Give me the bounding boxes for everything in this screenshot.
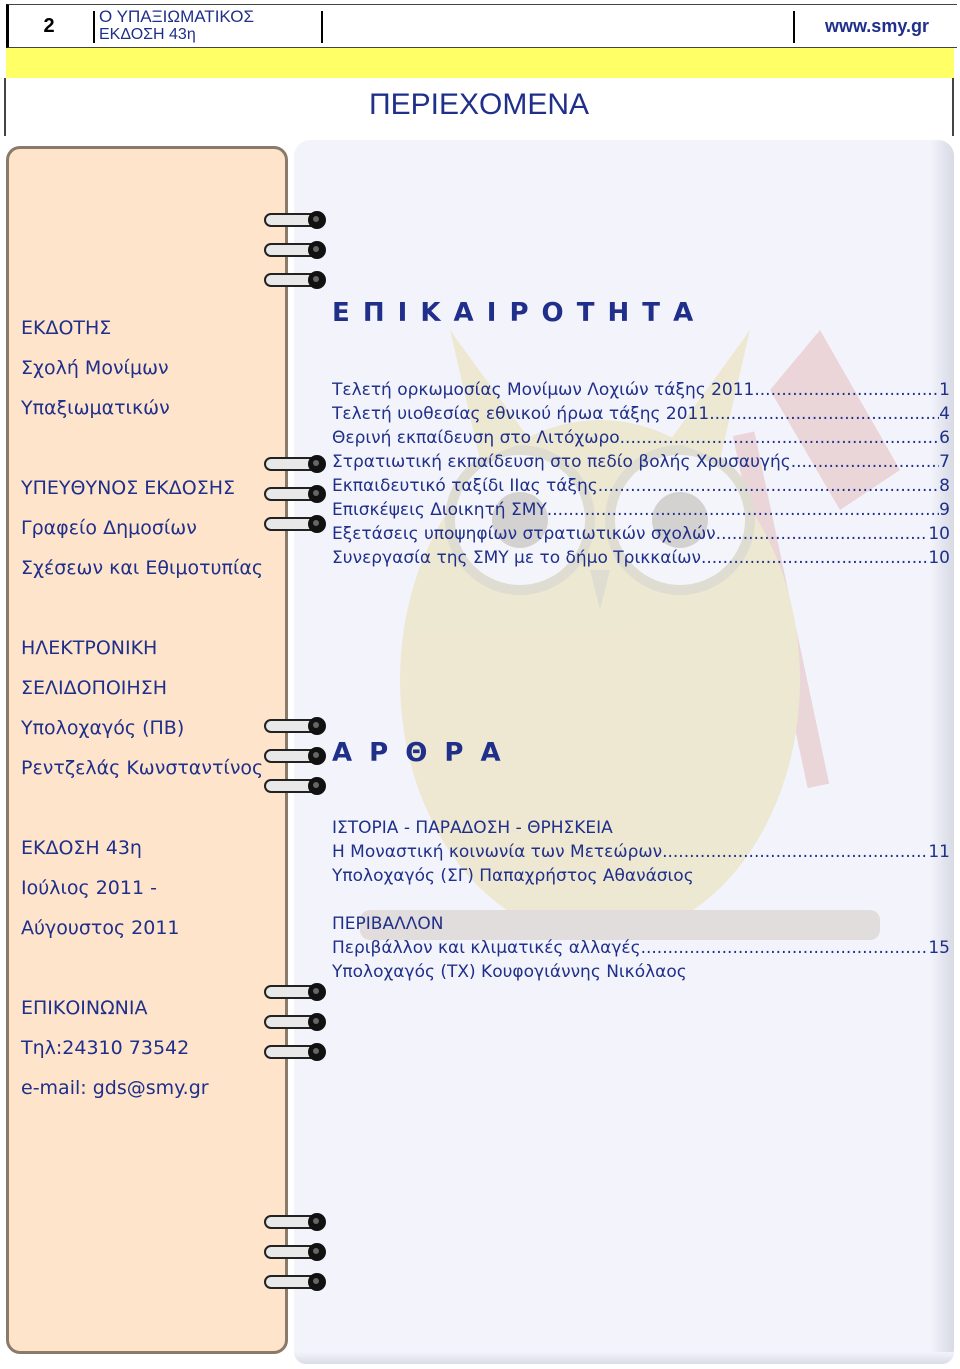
header-divider: [793, 11, 795, 43]
edition-line: Αύγουστος 2011: [21, 917, 180, 939]
spiral-ring-group: [262, 714, 328, 804]
edition-label: ΕΚΔΟΣΗ 43η: [21, 837, 142, 859]
spiral-ring-icon: [262, 1010, 328, 1034]
article-category: ΠΕΡΙΒΑΛΛΟΝ: [332, 914, 444, 934]
spiral-ring-icon: [262, 452, 328, 476]
toc-entry-page: 10: [928, 524, 950, 544]
page-header: [6, 4, 957, 48]
toc-entry[interactable]: [332, 474, 950, 498]
spiral-ring-group: [262, 980, 328, 1070]
toc-entry[interactable]: [332, 840, 950, 864]
panel-shadow: [294, 1352, 954, 1364]
edition-line: Ιούλιος 2011 -: [21, 877, 157, 899]
contact-phone: Τηλ:24310 73542: [21, 1037, 190, 1059]
layout-line: Ρεντζελάς Κωνσταντίνος: [21, 757, 264, 779]
toc-leader-dots: [754, 378, 939, 402]
current-affairs-list: [332, 378, 950, 570]
toc-entry-title: Συνεργασία της ΣΜΥ με το δήμο Τρικκαίων: [332, 548, 701, 568]
toc-entry-page: 15: [928, 938, 950, 958]
layout-label: ΗΛΕΚΤΡΟΝΙΚΗ: [21, 637, 158, 659]
toc-entry-title: Εξετάσεις υποψηφίων στρατιωτικών σχολών: [332, 524, 716, 544]
toc-entry-title: Τελετή υιοθεσίας εθνικού ήρωα τάξης 2011: [332, 404, 710, 424]
toc-entry-title: Περιβάλλον και κλιματικές αλλαγές: [332, 938, 641, 958]
spiral-ring-icon: [262, 774, 328, 798]
toc-leader-dots: [598, 474, 939, 498]
publisher-line: Σχολή Μονίμων: [21, 357, 169, 379]
publisher-label: ΕΚΔΟΤΗΣ: [21, 317, 112, 339]
toc-entry[interactable]: [332, 402, 950, 426]
contact-label: ΕΠΙΚΟΙΝΩΝΙΑ: [21, 997, 148, 1019]
sidebar: [6, 146, 288, 1354]
responsible-label: ΥΠΕΥΘΥΝΟΣ ΕΚΔΟΣΗΣ: [21, 477, 235, 499]
spiral-ring-icon: [262, 744, 328, 768]
toc-entry[interactable]: [332, 426, 950, 450]
publisher-line: Υπαξιωματικών: [21, 397, 170, 419]
toc-entry-page: 1: [939, 380, 950, 400]
spiral-ring-group: [262, 1210, 328, 1300]
spiral-ring-icon: [262, 714, 328, 738]
toc-entry-page: 8: [939, 476, 950, 496]
spiral-ring-icon: [262, 482, 328, 506]
toc-entry[interactable]: [332, 522, 950, 546]
spiral-ring-icon: [262, 1240, 328, 1264]
article-category: ΙΣΤΟΡΙΑ - ΠΑΡΑΔΟΣΗ - ΘΡΗΣΚΕΙΑ: [332, 818, 613, 838]
toc-entry-title: Εκπαιδευτικό ταξίδι ΙΙας τάξης: [332, 476, 598, 496]
toc-entry-title: Τελετή ορκωμοσίας Μονίμων Λοχιών τάξης 2011: [332, 380, 755, 400]
toc-entry-title: Θερινή εκπαίδευση στο Λιτόχωρο: [332, 428, 620, 448]
spiral-ring-icon: [262, 980, 328, 1004]
magazine-edition: ΕΚΔΟΣΗ 43η: [99, 26, 196, 43]
toc-leader-dots: [662, 840, 928, 864]
responsible-line: Σχέσεων και Εθιμοτυπίας: [21, 557, 264, 579]
website-link[interactable]: www.smy.gr: [824, 16, 929, 36]
article-author: Υπολοχαγός (ΤΧ) Κουφογιάννης Νικόλαος: [332, 962, 687, 982]
header-yellow-band: [6, 48, 954, 78]
toc-entry-page: 9: [939, 500, 950, 520]
spiral-ring-icon: [262, 1270, 328, 1294]
toc-leader-dots: [641, 936, 929, 960]
toc-leader-dots: [547, 498, 939, 522]
toc-entry[interactable]: [332, 936, 950, 960]
spiral-ring-icon: [262, 1040, 328, 1064]
toc-entry-page: 7: [939, 452, 950, 472]
contact-email[interactable]: e-mail: gds@smy.gr: [21, 1077, 209, 1099]
layout-label: ΣΕΛΙΔΟΠΟΙΗΣΗ: [21, 677, 167, 699]
toc-leader-dots: [791, 450, 939, 474]
spiral-ring-group: [262, 208, 328, 298]
spiral-ring-icon: [262, 238, 328, 262]
toc-entry-title: Στρατιωτική εκπαίδευση στο πεδίο βολής Χρυσαυγής: [332, 452, 791, 472]
toc-entry[interactable]: [332, 450, 950, 474]
articles-group: [332, 912, 950, 984]
spiral-ring-group: [262, 452, 328, 542]
spiral-ring-icon: [262, 1210, 328, 1234]
toc-entry-page: 10: [928, 548, 950, 568]
responsible-line: Γραφείο Δημοσίων: [21, 517, 197, 539]
current-affairs-header: Ε Π Ι Κ Α Ι Ρ Ο Τ Η Τ Α: [332, 298, 696, 328]
toc-entry-title: Η Μοναστική κοινωνία των Μετεώρων: [332, 842, 663, 862]
contents-title-band: [4, 78, 954, 136]
header-divider: [321, 11, 323, 43]
spiral-ring-icon: [262, 268, 328, 292]
toc-entry-page: 6: [939, 428, 950, 448]
header-divider: [93, 11, 95, 43]
toc-leader-dots: [701, 546, 928, 570]
toc-leader-dots: [716, 522, 929, 546]
toc-entry[interactable]: [332, 546, 950, 570]
toc-entry[interactable]: [332, 498, 950, 522]
contents-title: ΠΕΡΙΕΧΟΜΕΝΑ: [368, 88, 590, 121]
toc-entry[interactable]: [332, 378, 950, 402]
layout-line: Υπολοχαγός (ΠΒ): [21, 717, 185, 739]
article-author: Υπολοχαγός (ΣΓ) Παπαχρήστος Αθανάσιος: [332, 866, 694, 886]
toc-entry-title: Επισκέψεις Διοικητή ΣΜΥ: [332, 500, 547, 520]
magazine-title: Ο ΥΠΑΞΙΩΜΑΤΙΚΟΣ: [99, 7, 254, 26]
toc-entry-page: 11: [928, 842, 950, 862]
articles-header: Α Ρ Θ Ρ Α: [332, 738, 505, 768]
page-number: 2: [43, 15, 55, 37]
spiral-ring-icon: [262, 208, 328, 232]
spiral-ring-icon: [262, 512, 328, 536]
articles-group: [332, 816, 950, 888]
toc-leader-dots: [620, 426, 940, 450]
toc-leader-dots: [709, 402, 939, 426]
toc-entry-page: 4: [939, 404, 950, 424]
